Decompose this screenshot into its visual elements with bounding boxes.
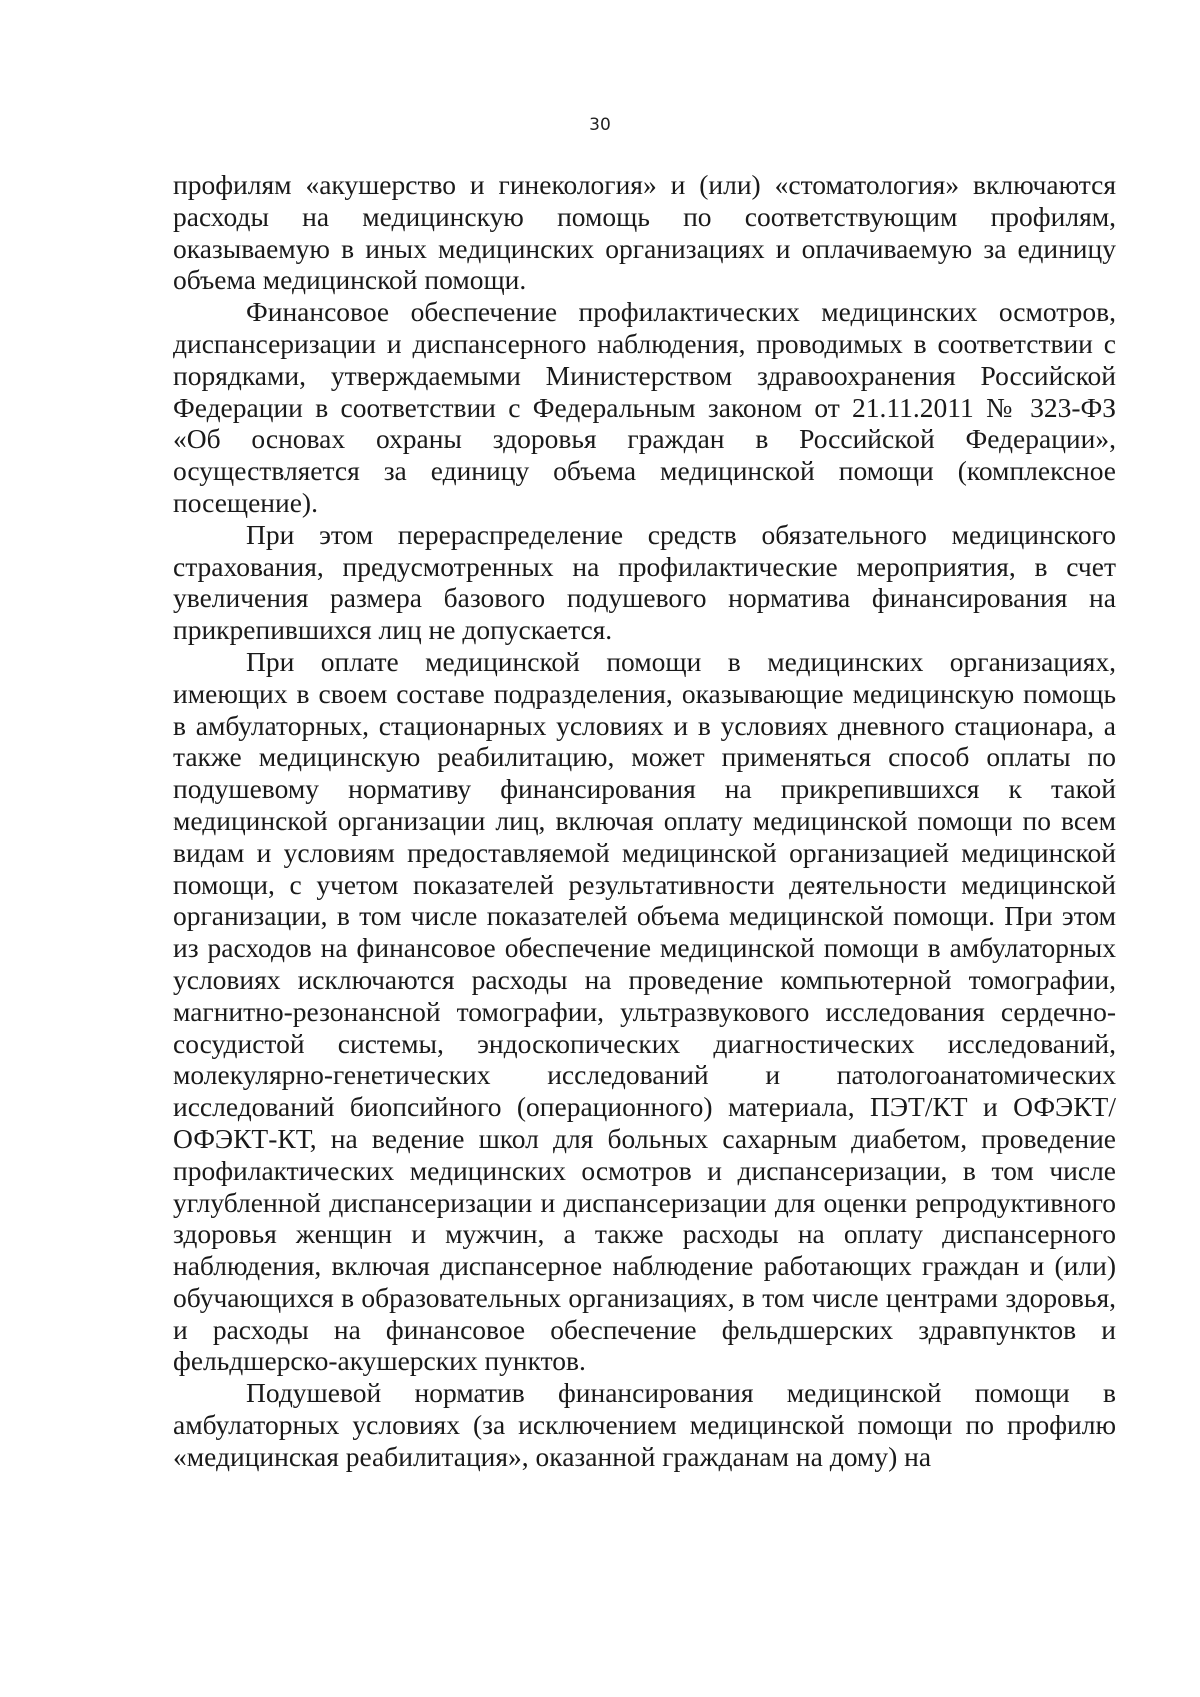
paragraph-per-capita-norm: Подушевой норматив финансирования медицинской помощи в амбулаторных условиях (за исключением медицинской помощи по профилю «медицинская реабилитация», оказанной гражданам на дому) на xyxy=(173,1377,1116,1472)
body-text xyxy=(173,169,1116,1473)
paragraph-redistribution: При этом перераспределение средств обязательного медицинского страхования, предусмотренных на профилактические мероприятия, в счет увеличения размера базового подушевого норматива финансирования на прикрепившихся лиц не допускается. xyxy=(173,518,1116,646)
paragraph-preventive-exams: Финансовое обеспечение профилактических медицинских осмотров, диспансеризации и диспансерного наблюдения, проводимых в соответствии с порядками, утверждаемыми Министерством здравоохранения Российской Федерации в соответствии с Федеральным законом от 21.11.2011 № 323-ФЗ «Об основах охраны здоровья граждан в Российской Федерации», осуществляется за единицу объема медицинской помощи (комплексное посещение). xyxy=(173,296,1116,518)
page-number: 30 xyxy=(589,115,611,135)
paragraph-continuation: профилям «акушерство и гинекология» и (или) «стоматология» включаются расходы на медицинскую помощь по соответствующим профилям, оказываемую в иных медицинских организациях и оплачиваемую за единицу объема медицинской помощи. xyxy=(173,169,1116,296)
paragraph-payment-method: При оплате медицинской помощи в медицинских организациях, имеющих в своем составе подразделения, оказывающие медицинскую помощь в амбулаторных, стационарных условиях и в условиях дневного стационара, а также медицинскую реабилитацию, может применяться способ оплаты по подушевому нормативу финансирования на прикрепившихся к такой медицинской организации лиц, включая оплату медицинской помощи по всем видам и условиям предоставляемой медицинской организацией медицинской помощи, с учетом показателей результативности деятельности медицинской организации, в том числе показателей объема медицинской помощи. При этом из расходов на финансовое обеспечение медицинской помощи в амбулаторных условиях исключаются расходы на проведение компьютерной томографии, магнитно-резонансной томографии, ультразвукового исследования сердечно-сосудистой системы, эндоскопических диагностических исследований, молекулярно-генетических исследований и патологоанатомических исследований биопсийного (операционного) материала, ПЭТ/КТ и ОФЭКТ/ОФЭКТ-КТ, на ведение школ для больных сахарным диабетом, проведение профилактических медицинских осмотров и диспансеризации, в том числе углубленной диспансеризации и диспансеризации для оценки репродуктивного здоровья женщин и мужчин, а также расходы на оплату диспансерного наблюдения, включая диспансерное наблюдение работающих граждан и (или) обучающихся в образовательных организациях, в том числе центрами здоровья, и расходы на финансовое обеспечение фельдшерских здравпунктов и фельдшерско-акушерских пунктов. xyxy=(173,645,1116,1377)
